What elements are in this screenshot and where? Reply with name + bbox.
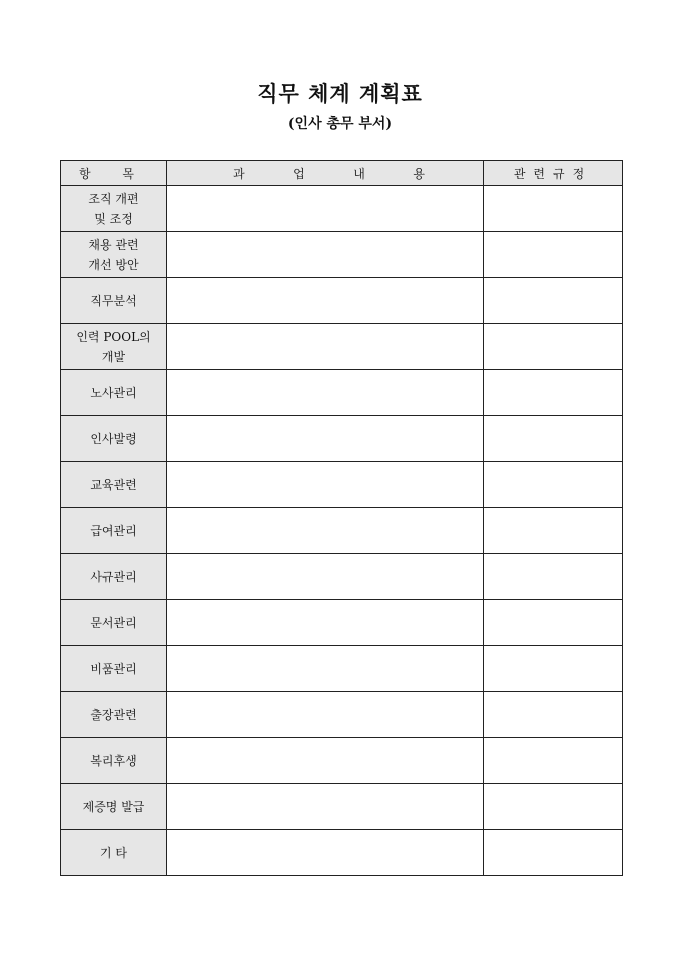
table-row	[61, 278, 623, 324]
table-row	[61, 830, 623, 876]
table-row	[61, 784, 623, 830]
row-item-cell	[61, 554, 167, 600]
row-related-rules-cell[interactable]	[484, 186, 623, 232]
row-content-cell[interactable]	[167, 784, 484, 830]
row-item-cell	[61, 324, 167, 370]
row-item-label: 복리후생	[90, 753, 137, 768]
row-content-cell[interactable]	[167, 416, 484, 462]
table-row	[61, 232, 623, 278]
table-row	[61, 692, 623, 738]
document-subtitle: (인사 총무 부서)	[287, 116, 393, 132]
row-content-cell[interactable]	[167, 738, 484, 784]
row-content-cell[interactable]	[167, 830, 484, 876]
row-content-cell[interactable]	[167, 554, 484, 600]
row-item-label: 인력 POOL의 개발	[76, 329, 151, 364]
row-related-rules-cell[interactable]	[484, 370, 623, 416]
row-item-cell	[61, 508, 167, 554]
row-item-cell	[61, 462, 167, 508]
row-item-label: 사규관리	[90, 569, 137, 584]
row-content-cell[interactable]	[167, 508, 484, 554]
row-content-cell[interactable]	[167, 186, 484, 232]
table-row	[61, 370, 623, 416]
row-related-rules-cell[interactable]	[484, 830, 623, 876]
row-content-cell[interactable]	[167, 324, 484, 370]
row-item-label: 노사관리	[90, 385, 137, 400]
table-row	[61, 600, 623, 646]
row-content-cell[interactable]	[167, 370, 484, 416]
header-content	[167, 161, 484, 186]
table-row	[61, 508, 623, 554]
row-related-rules-cell[interactable]	[484, 692, 623, 738]
table-header-row	[61, 161, 623, 186]
header-content-char: 용	[413, 166, 425, 181]
header-item: 항 목	[61, 161, 167, 186]
row-item-cell	[61, 232, 167, 278]
row-item-label: 인사발령	[90, 431, 137, 446]
row-item-label: 조직 개편 및 조정	[88, 191, 139, 226]
row-content-cell[interactable]	[167, 462, 484, 508]
row-content-cell[interactable]	[167, 646, 484, 692]
row-content-cell[interactable]	[167, 692, 484, 738]
header-content-char: 업	[293, 166, 305, 181]
row-related-rules-cell[interactable]	[484, 600, 623, 646]
row-item-cell	[61, 278, 167, 324]
row-related-rules-cell[interactable]	[484, 646, 623, 692]
row-item-cell	[61, 784, 167, 830]
row-item-label: 기 타	[100, 845, 127, 860]
row-related-rules-cell[interactable]	[484, 462, 623, 508]
header-content-char: 내	[353, 166, 365, 181]
table-row	[61, 554, 623, 600]
row-item-cell	[61, 186, 167, 232]
row-item-label: 제증명 발급	[82, 799, 145, 814]
row-content-cell[interactable]	[167, 232, 484, 278]
table-row	[61, 738, 623, 784]
table-row	[61, 324, 623, 370]
row-related-rules-cell[interactable]	[484, 232, 623, 278]
row-item-label: 급여관리	[90, 523, 137, 538]
row-item-cell	[61, 646, 167, 692]
row-item-label: 비품관리	[90, 661, 137, 676]
document-title: 직무 체계 계획표	[257, 81, 423, 106]
row-content-cell[interactable]	[167, 600, 484, 646]
table-row	[61, 462, 623, 508]
row-item-cell	[61, 692, 167, 738]
row-related-rules-cell[interactable]	[484, 324, 623, 370]
header-content-char: 과	[233, 166, 245, 181]
row-item-label: 출장관련	[90, 707, 137, 722]
row-item-label: 채용 관련 개선 방안	[88, 237, 139, 272]
row-related-rules-cell[interactable]	[484, 416, 623, 462]
table-row	[61, 416, 623, 462]
row-item-label: 직무분석	[90, 293, 137, 308]
row-item-cell	[61, 370, 167, 416]
table-row	[61, 646, 623, 692]
row-content-cell[interactable]	[167, 278, 484, 324]
job-system-plan-table	[60, 160, 623, 876]
row-related-rules-cell[interactable]	[484, 738, 623, 784]
row-related-rules-cell[interactable]	[484, 278, 623, 324]
row-item-cell	[61, 600, 167, 646]
row-item-cell	[61, 830, 167, 876]
row-item-label: 문서관리	[90, 615, 137, 630]
row-item-label: 교육관련	[90, 477, 137, 492]
row-item-cell	[61, 738, 167, 784]
table-row	[61, 186, 623, 232]
row-related-rules-cell[interactable]	[484, 784, 623, 830]
row-related-rules-cell[interactable]	[484, 554, 623, 600]
row-related-rules-cell[interactable]	[484, 508, 623, 554]
row-item-cell	[61, 416, 167, 462]
header-related-rules: 관련규정	[484, 161, 623, 186]
